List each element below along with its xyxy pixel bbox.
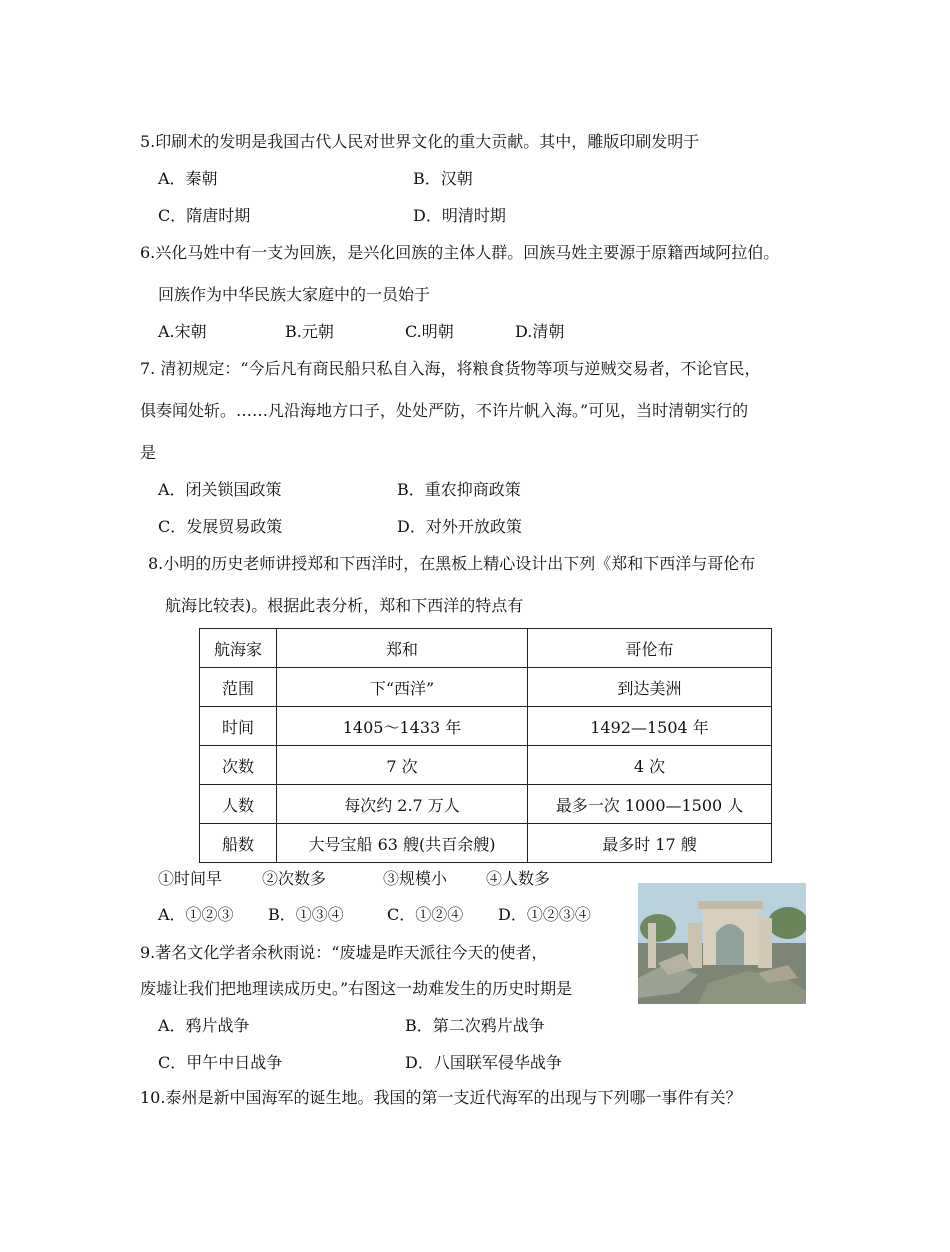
q8-feature-4: ④人数多 bbox=[486, 869, 551, 888]
ruins-illustration bbox=[638, 883, 806, 1004]
table-cell: 郑和 bbox=[277, 629, 528, 668]
q9-option-d: D．八国联军侵华战争 bbox=[405, 1053, 562, 1072]
q8-option-a: A．①②③ bbox=[158, 905, 234, 924]
q6-option-d: D.清朝 bbox=[515, 322, 565, 341]
table-cell: 航海家 bbox=[200, 629, 277, 668]
table-cell: 7 次 bbox=[277, 746, 528, 785]
table-cell: 最多时 17 艘 bbox=[528, 824, 772, 863]
table-cell: 人数 bbox=[200, 785, 277, 824]
table-cell: 船数 bbox=[200, 824, 277, 863]
q8-option-c: C．①②④ bbox=[387, 905, 464, 924]
table-row bbox=[200, 668, 772, 707]
table-cell: 每次约 2.7 万人 bbox=[277, 785, 528, 824]
table-header-row bbox=[200, 629, 772, 668]
q7-option-c: C．发展贸易政策 bbox=[158, 517, 283, 536]
table-cell: 范围 bbox=[200, 668, 277, 707]
q8-option-d: D．①②③④ bbox=[498, 905, 591, 924]
table-cell: 次数 bbox=[200, 746, 277, 785]
table-cell: 4 次 bbox=[528, 746, 772, 785]
table-cell: 大号宝船 63 艘(共百余艘) bbox=[277, 824, 528, 863]
q9-stem-line2: 废墟让我们把地理读成历史。”右图这一劫难发生的历史时期是 bbox=[140, 979, 573, 998]
table-cell: 1492—1504 年 bbox=[528, 707, 772, 746]
q8-stem-line1: 8.小明的历史老师讲授郑和下西洋时，在黑板上精心设计出下列《郑和下西洋与哥伦布 bbox=[148, 554, 756, 573]
q8-option-b: B．①③④ bbox=[268, 905, 344, 924]
table-cell: 下“西洋” bbox=[277, 668, 528, 707]
q7-stem-line1: 7. 清初规定：“今后凡有商民船只私自入海，将粮食货物等项与逆贼交易者，不论官民， bbox=[140, 359, 761, 378]
q8-stem-line2: 航海比较表)。根据此表分析，郑和下西洋的特点有 bbox=[165, 596, 524, 615]
q6-stem-line2: 回族作为中华民族大家庭中的一员始于 bbox=[158, 285, 431, 304]
q6-option-b: B.元朝 bbox=[285, 322, 334, 341]
table-cell: 哥伦布 bbox=[528, 629, 772, 668]
q5-stem: 5.印刷术的发明是我国古代人民对世界文化的重大贡献。其中，雕版印刷发明于 bbox=[140, 132, 700, 151]
table-cell: 到达美洲 bbox=[528, 668, 772, 707]
q5-option-d: D．明清时期 bbox=[413, 206, 506, 225]
q5-option-c: C．隋唐时期 bbox=[158, 206, 251, 225]
table-cell: 最多一次 1000—1500 人 bbox=[528, 785, 772, 824]
q6-option-a: A.宋朝 bbox=[158, 322, 207, 341]
q9-option-a: A．鸦片战争 bbox=[158, 1016, 250, 1035]
q6-option-c: C.明朝 bbox=[405, 322, 454, 341]
comparison-table bbox=[199, 628, 772, 863]
q9-option-b: B．第二次鸦片战争 bbox=[405, 1016, 545, 1035]
table-row bbox=[200, 746, 772, 785]
q5-option-b: B．汉朝 bbox=[413, 169, 473, 188]
q5-option-a: A．秦朝 bbox=[158, 169, 218, 188]
q7-option-a: A．闭关锁国政策 bbox=[158, 480, 282, 499]
q8-feature-3: ③规模小 bbox=[383, 869, 448, 888]
q8-feature-1: ①时间早 bbox=[158, 869, 223, 888]
q8-feature-2: ②次数多 bbox=[262, 869, 327, 888]
q9-option-c: C．甲午中日战争 bbox=[158, 1053, 283, 1072]
q7-option-d: D．对外开放政策 bbox=[397, 517, 522, 536]
q9-stem-line1: 9.著名文化学者余秋雨说：“废墟是昨天派往今天的使者， bbox=[140, 943, 548, 962]
q7-stem-line3: 是 bbox=[140, 443, 157, 462]
table-row bbox=[200, 707, 772, 746]
table-cell: 时间 bbox=[200, 707, 277, 746]
q7-stem-line2: 俱奏闻处斩。……凡沿海地方口子，处处严防，不许片帆入海。”可见，当时清朝实行的 bbox=[140, 401, 749, 420]
ruins-photo bbox=[638, 883, 806, 1004]
q10-stem: 10.泰州是新中国海军的诞生地。我国的第一支近代海军的出现与下列哪一事件有关？ bbox=[140, 1088, 742, 1107]
table-row bbox=[200, 785, 772, 824]
table-cell: 1405～1433 年 bbox=[277, 707, 528, 746]
table-row bbox=[200, 824, 772, 863]
q7-option-b: B．重农抑商政策 bbox=[397, 480, 521, 499]
q6-stem-line1: 6.兴化马姓中有一支为回族，是兴化回族的主体人群。回族马姓主要源于原籍西域阿拉伯。 bbox=[140, 243, 780, 262]
